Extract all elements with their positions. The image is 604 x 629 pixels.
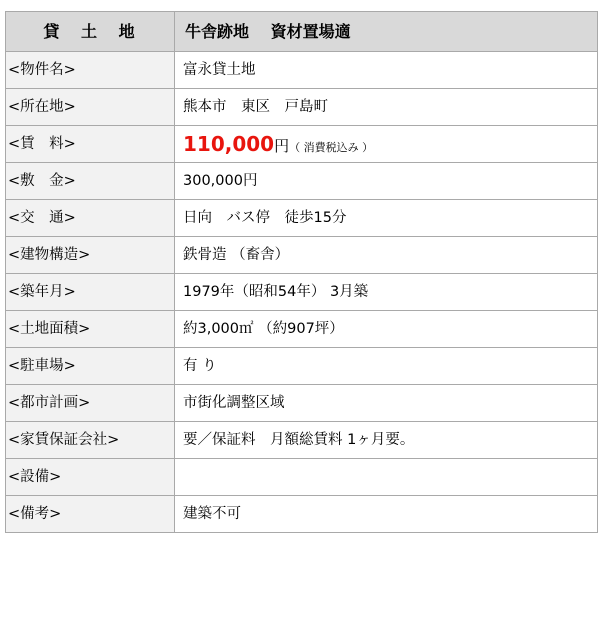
facilities-label: <設備> (6, 459, 175, 496)
row-structure (6, 237, 598, 274)
property-name-label: <物件名> (6, 52, 175, 89)
row-rent (6, 126, 598, 163)
deposit-value: 300,000円 (175, 163, 598, 200)
access-value: 日向 バス停 徒歩15分 (175, 200, 598, 237)
row-facilities (6, 459, 598, 496)
row-guarantor (6, 422, 598, 459)
header-title: 牛舎跡地 資材置場適 (175, 12, 598, 52)
facilities-value (175, 459, 598, 496)
header-row (6, 12, 598, 52)
row-built-date (6, 274, 598, 311)
header-label: 貸 土 地 (6, 12, 175, 52)
built-date-value: 1979年（昭和54年） 3月築 (175, 274, 598, 311)
parking-value: 有 り (175, 348, 598, 385)
location-label: <所在地> (6, 89, 175, 126)
parking-label: <駐車場> (6, 348, 175, 385)
city-planning-label: <都市計画> (6, 385, 175, 422)
property-info-table (5, 11, 598, 533)
structure-value: 鉄骨造 （畜舎） (175, 237, 598, 274)
structure-label: <建物構造> (6, 237, 175, 274)
row-location (6, 89, 598, 126)
row-city-planning (6, 385, 598, 422)
access-label: <交 通> (6, 200, 175, 237)
guarantor-value: 要／保証料 月額総賃料 1ヶ月要。 (175, 422, 598, 459)
land-area-label: <土地面積> (6, 311, 175, 348)
row-land-area (6, 311, 598, 348)
built-date-label: <築年月> (6, 274, 175, 311)
property-listing (5, 11, 598, 533)
deposit-label: <敷 金> (6, 163, 175, 200)
city-planning-value: 市街化調整区域 (175, 385, 598, 422)
location-value: 熊本市 東区 戸島町 (175, 89, 598, 126)
remarks-label: <備考> (6, 496, 175, 533)
rent-unit: 円 (274, 136, 290, 155)
land-area-value: 約3,000㎡ （約907坪） (175, 311, 598, 348)
row-deposit (6, 163, 598, 200)
rent-label: <賃 料> (6, 126, 175, 163)
rent-tax-note: （ 消費税込み ） (289, 140, 374, 154)
rent-value (175, 126, 598, 163)
row-property-name (6, 52, 598, 89)
row-parking (6, 348, 598, 385)
rent-amount: 110,000 (183, 131, 275, 156)
row-remarks (6, 496, 598, 533)
remarks-value: 建築不可 (175, 496, 598, 533)
row-access (6, 200, 598, 237)
property-name-value: 富永貸土地 (175, 52, 598, 89)
guarantor-label: <家賃保証会社> (6, 422, 175, 459)
